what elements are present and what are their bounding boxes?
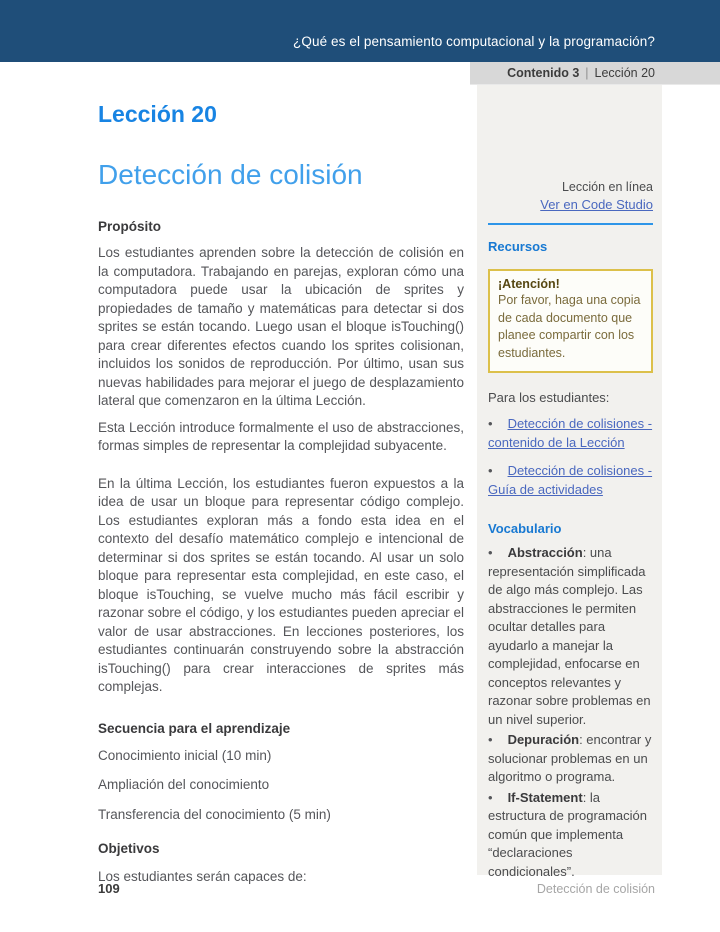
sidebar-divider [488, 223, 653, 225]
attention-title: ¡Atención! [498, 277, 560, 291]
purpose-paragraph-1: Los estudiantes aprenden sobre la detección de colisión en la computadora. Trabajando en parejas, exploran cómo una computadora puede usar la ubicación de sprites y propiedades de tamaño y matemáticas para detectar si dos sprites se están tocando. Luego usan el bloque isTouching() para crear diferentes efectos cuando los sprites colisionan, incluidos los sonidos de reproducción. Por último, usan sus nuevas habilidades para mejorar el juego de desplazamiento lateral que comenzaron en la última Lección. [98, 245, 464, 408]
vocab-definition: : la estructura de programación común que implementa “declaraciones condicionales”. [488, 789, 647, 879]
bullet-icon: • [488, 732, 493, 747]
vocab-item-if-statement [488, 789, 653, 882]
code-studio-link[interactable]: Ver en Code Studio [540, 197, 653, 212]
breadcrumb-unit: Contenido 3 [507, 66, 580, 80]
sequence-item-3: Transferencia del conocimiento (5 min) [98, 806, 331, 822]
sequence-item-1: Conocimiento inicial (10 min) [98, 747, 272, 763]
breadcrumb [470, 62, 720, 85]
purpose-paragraph-2: Esta Lección introduce formalmente el uso de abstracciones, formas simples de representar la complejidad subyacente. [98, 419, 464, 453]
sidebar [477, 85, 662, 879]
online-lesson-label: Lección en línea [561, 180, 653, 194]
bullet-icon: • [488, 416, 493, 431]
lesson-number: Lección 20 [98, 101, 217, 127]
vocab-item-debugging [488, 731, 653, 787]
vocab-term: Abstracción [507, 545, 583, 560]
vocab-term: Depuración [507, 732, 580, 747]
vocab-item-abstraction [488, 544, 653, 729]
attention-box [488, 269, 653, 373]
student-resource-link-lesson-content[interactable]: Detección de colisiones - contenido de la Lección [488, 416, 653, 450]
list-item [488, 462, 653, 499]
vocabulary-heading: Vocabulario [488, 521, 562, 536]
students-label: Para los estudiantes: [488, 390, 610, 405]
purpose-heading: Propósito [98, 219, 161, 234]
vocab-term: If-Statement [507, 789, 583, 805]
sequence-item-2: Ampliación del conocimiento [98, 777, 270, 792]
bullet-icon: • [488, 463, 493, 478]
sequence-heading: Secuencia para el aprendizaje [98, 720, 291, 736]
breadcrumb-lesson: Lección 20 [594, 66, 655, 80]
online-lesson-block [488, 178, 653, 214]
objectives-heading: Objetivos [98, 841, 160, 856]
footer-label: Detección de colisión [536, 882, 655, 896]
header-title: ¿Qué es el pensamiento computacional y la programación? [293, 34, 655, 49]
list-item [488, 415, 653, 452]
objectives-intro: Los estudiantes serán capaces de: [98, 869, 307, 884]
vocab-definition: : encontrar y solucionar problemas en un algoritmo o programa. [488, 732, 652, 784]
vocab-definition: : una representación simplificada de algo más complejo. Las abstracciones le permiten ocultar detalles para ayudarlo a manejar la complejidad, enfocarse en conceptos relevantes y razonar sobre problemas en un nivel superior. [488, 545, 651, 727]
bullet-icon: • [488, 545, 493, 560]
breadcrumb-separator: | [585, 66, 589, 80]
resources-heading: Recursos [488, 239, 548, 254]
page-footer [98, 881, 655, 896]
purpose-paragraph-3: En la última Lección, los estudiantes fueron expuestos a la idea de usar un bloque para representar código complejo. Los estudiantes exploran más a fondo esta idea en el contexto del desafío matemático complejo e intencional de determinar si dos sprites se están tocando. Al usar un solo bloque para representar esta complejidad, en este caso, el bloque isTouching, se vuelve mucho más fácil escribir y razonar sobre el código, y los estudiantes pueden apreciar el valor de usar abstracciones. En lecciones posteriores, los estudiantes continuarán construyendo sobre la abstracción isTouching() para crear interacciones de sprites más complejas. [98, 475, 464, 694]
page-number: 109 [98, 881, 120, 896]
page-title: Detección de colisión [98, 159, 363, 190]
attention-text: Por favor, haga una copia de cada documento que planee compartir con los estudiantes. [498, 293, 641, 360]
main-content [98, 0, 464, 887]
bullet-icon: • [488, 789, 493, 805]
student-resource-link-activity-guide[interactable]: Detección de colisiones - Guía de actividades [488, 463, 653, 497]
